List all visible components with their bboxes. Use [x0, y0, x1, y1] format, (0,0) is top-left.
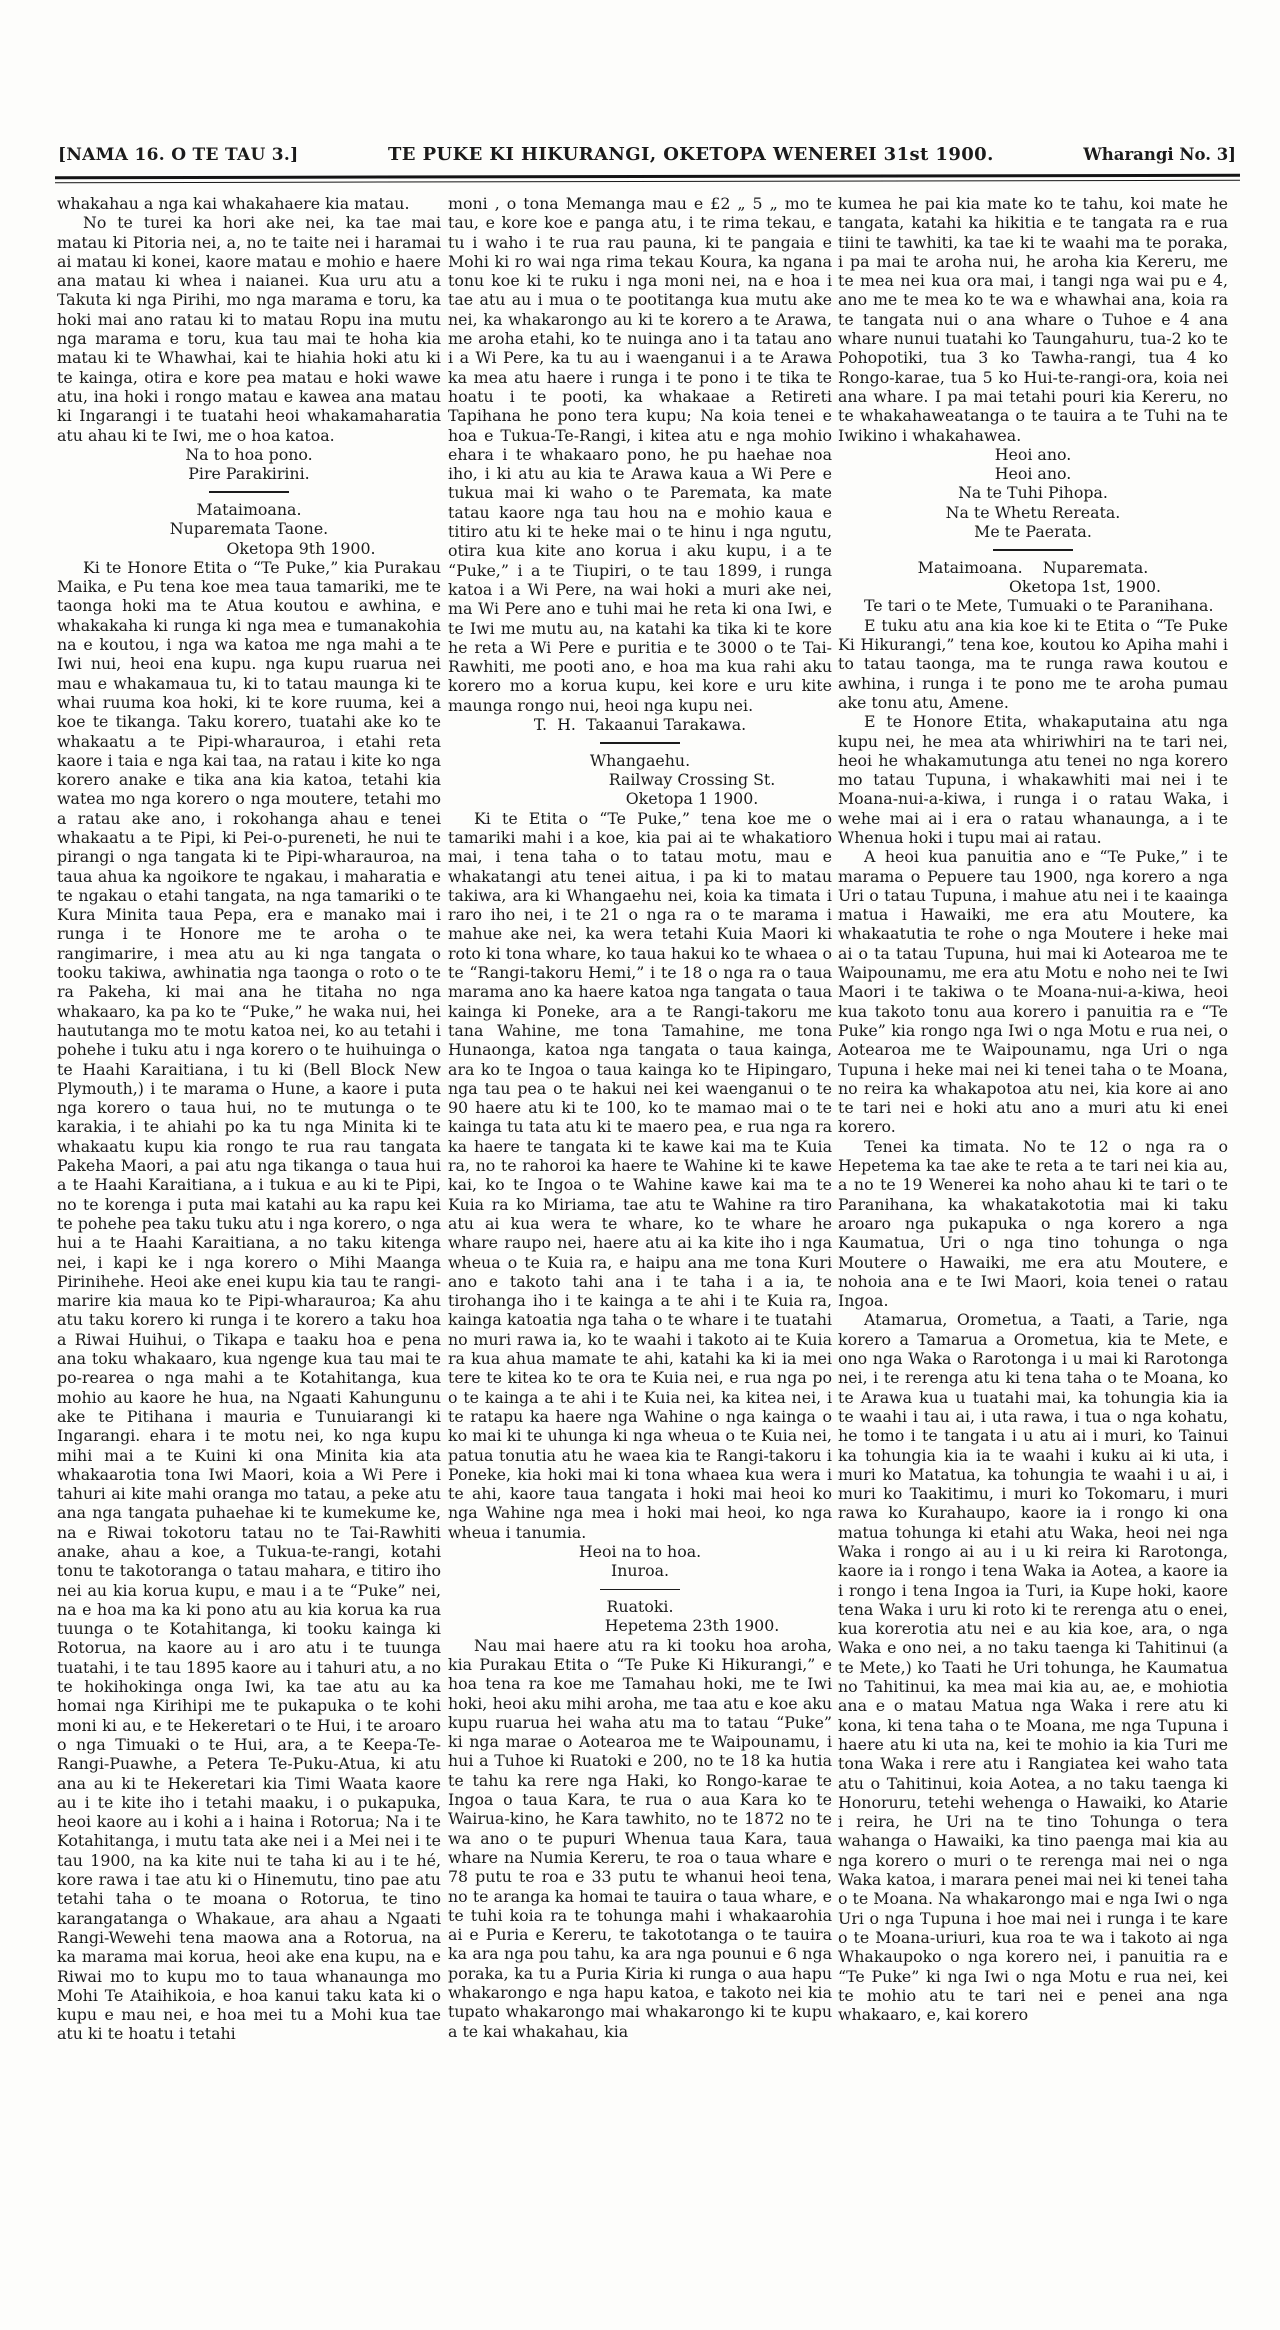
masthead-issue-number: [NAMA 16. O TE TAU 3.] [58, 145, 299, 165]
signature-line: Heoi na to hoa. [578, 1541, 702, 1561]
paragraph: Atamarua, Orometua, a Taati, a Tarie, nga korero a Tamarua a Orometua, kia te Mete, e ono nga Waka o Rarotonga i u mai ki Rarotonga nei, i te rerenga atu ki tena taha o te Moana, ko te Arawa kua u tuatahi mai, ka tohungia kia ia te waahi i tau ai, i uta rawa, i tua o nga kohatu, he tomo i te tangata i u atu ai i muri, ko Tainui ka tohungia kia ia te waahi i kuku ai ki uta, i muri ko Matatua, ka tohungia te waahi i u ai, i muri ko Taakitimu, i muri ko Tokomaru, i muri rawa ko Kurahaupo, kaore ia i rongo ki ona matua tohunga ki etahi atu Waka, heoi nei nga Waka i rongo ai au i u ki reira ki Rarotonga, kaore ia i rongo i tena Waka ia Aotea, a kaore ia i rongo i tena Ingoa ia Turi, ia Kupe hoki, kaore tena Waka i uru ki roto ki te rerenga atu o enei, kua korerotia atu nei e au kia koe, ara, o nga Waka e ono nei, a no taku taenga ki Tahitinui (a te Mete,) ko Taati he Uri tohunga, he Kaumatua no Tahitinui, ka mea mai kia au, ae, e mohiotia ana e o matau Matua nga Waka i rere atu ki kona, ki tena taha o te Moana, me nga Tupuna i haere atu ki uta na, kei te mohio ia kia Turi me tona Waka i rere atu i Rangiatea kei waho tata atu o Tahitinui, koia Aotea, a no taku taenga ki Honoruru, tetehi wehenga o Hawaiki, ko Atarie i reira, he Uri na te tino Tohunga o tera wahanga o Hawaiki, ka tino paenga mai kia au nga korero o muri o te rerenga mai nei o nga Waka katoa, i marara penei mai nei ki tenei taha o te Moana. Na whakarongo mai e nga Iwi o nga Uri o nga Tupuna i hoe mai nei i runga i te kare o te Moana-uriuri, kua roa te wa i takoto ai nga Whakaupoko o nga korero nei, i panuitia ra e “Te Puke” ki nga Iwi o nga Motu e rua nei, kei te mohio atu te tari nei e penei ana nga whakaaro, e, kai korero [838, 1310, 1228, 2025]
dateline: Oketopa 1st, 1900. [1008, 577, 1162, 597]
paragraph: Tenei ka timata. No te 12 o nga ra o Hepetema ka tae ake te reta a te tari nei kia au, a no te 19 Wenerei ka noho ahau ki te tari o te Paranihana, ka whakatakototia mai ki taku aroaro nga pukapuka o nga korero a nga Kaumatua, Uri o nga tino tohunga o nga Moutere o Hawaiki, me era atu Moutere, e nohoia ana e te Iwi Maori, koia tenei o ratau Ingoa. [838, 1136, 1228, 1311]
dateline: Hepetema 23th 1900. [604, 1616, 780, 1636]
signature-line: Me te Paerata. [974, 522, 1092, 542]
column-3 [838, 194, 1228, 2024]
paragraph: A heoi kua panuitia ano e “Te Puke,” i te marama o Pepuere tau 1900, nga korero a nga Uri o tatau Tupuna, i mahue atu nei i te kaainga matua i Hawaiki, me era atu Moutere, ka whakaatutia te rohe o nga Moutere i heke mai ai o ta tatau Tupuna, hui mai ki Aotearoa me te Waipounamu, me era atu Motu e noho nei te Iwi Maori i te takiwa o te Moana-nui-a-kiwa, heoi kua takoto tonu aua korero i panuitia ra e “Te Puke” kia rongo nga Iwi o nga Motu e rua nei, o Aotearoa me te Waipounamu, nga Uri o nga Tupuna i heke mai nei ki tenei taha o te Moana, no reira ka whakapotoa atu nei, kia kore ai ano te tari nei e hoki atu ano a muri atu ki enei korero. [838, 847, 1228, 1137]
paragraph: E te Honore Etita, whakaputaina atu nga kupu nei, he mea ata whiriwhiri na te tari nei, heoi he whakamutunga atu tenei no nga korero mo tatau Tupuna, i whakawhiti mai nei i te Moana-nui-a-kiwa, i runga i o ratau Waka, i wehe mai ai i era o ratau whanaunga, a i te Whenua hoki i tupu mai ai ratau. [838, 712, 1228, 847]
paragraph: Ki te Honore Etita o “Te Puke,” kia Purakau Maika, e Pu tena koe mea taua tamariki, me te taonga hoki ma te Atua koutou e awhina, e whakakaha ki runga ki nga mea e tumanakohia na e koutou, i nga wa katoa me nga mahi a te Iwi nui, heoi ena kupu. nga kupu ruarua nei mau e whakamaua tu, ki to tatau maunga ki te whai ruuma koa hoki, ki te kore ruuma, kei a koe te tikanga. Taku korero, tuatahi ake ko te whakaatu a te Pipi-wharauroa, i etahi reta kaore i taia e nga kai taa, na ratau i kite ko nga korero anake e tika ana kia katoa, tetahi kia watea mo nga korero o nga moutere, tetahi mo a ratau ake ano, i rokohanga ahau e tenei whakaatu a te Pipi, ki Pei-o-pureneti, he nui te pirangi o nga tangata ki te Pipi-wharauroa, na taua ahua ka ngoikore te ngakau, i maharatia e te ngakau o etahi tangata, na nga tamariki o te Kura Minita taua Pepa, era e manako mai i runga i te Honore me te aroha o te rangimarire, i mea atu au ki nga tangata o tooku takiwa, awhinatia nga taonga o roto o te ra Pakeha, ki mai ana he titaha no nga whakaaro, ka pa ko te “Puke,” he waka nui, hei haututanga mo te motu katoa nei, ko au tetahi i pohehe i tuku atu i nga korero o te huihuinga o te Haahi Karaitiana, i tu ki (Bell Block New Plymouth,) i te marama o Hune, a kaore i puta nga korero o taua hui, no te mutunga o te karakia, i te ahiahi po ka tu nga Minita ki te whakaatu kupu kia rongo te rua rau tangata Pakeha Maori, a pai atu nga tikanga o taua hui a te Haahi Karaitiana, a i tukua e au ki te Pipi, no te korenga i puta mai katahi au ka rapu kei te pohehe pea taku tuku atu i nga korero, o nga hui a te Haahi Karaitiana, a no taku kitenga nei, i kapi ke i nga korero o Mihi Maanga Pirinihehe. Heoi ake enei kupu kia tau te rangi-marire kia maua ko te Pipi-wharauroa; Ka ahu atu taku korero ki runga i te korero a taku hoa a Riwai Huihui, o Tikapa e taaku hoa e pena ana toku whakaaro, kua ngenge kua tau mai te po-rearea o nga mahi a te Kotahitanga, kua mohio au kaore he hua, na Ngaati Kahungunu ake te Pitihana i mauria e Tunuiarangi ki Ingarangi. ehara i te motu nei, ko nga kupu mihi mai a te Kuini ki ona Minita kia ata whakaarotia tona Iwi Maori, koia a Wi Pere i tahuri ai kite mahi oranga mo tatau, a peke atu ana nga tangata puhaehae ki te kumekume ke, na e Riwai tokotoru tatau no te Tai-Rawhiti anake, ahau a koe, a Tukua-te-rangi, kotahi tonu te takotoranga o tatau mahara, e titiro iho nei au kia korua kupu, e mau i a te “Puke” nei, na e hoa ma ka ki pono atu au kia korua ka rua tuunga o te Kotahitanga, ki tooku kainga ki Rotorua, na kaore au i aro atu i te tuunga tuatahi, i te tau 1895 kaore au i tahuri atu, a no te hokihokinga onga Iwi, ka tae atu au ka homai nga Kirihipi me te pukapuka o te kohi moni ki au, e te Hekeretari o te Hui, i te aroaro o nga Timuaki o te Hui, ara, a te Keepa-Te-Rangi-Puawhe, a Petera Te-Puku-Atua, ki atu ana au ki te Hekeretari kia Timi Waata kaore au i te kite iho i tetahi maaku, i o pukapuka, heoi kaore au i kohi a i haina i Rotorua; Na i te Kotahitanga, i mutu tata ake nei i a Mei nei i te tau 1900, na ka kite nui te taha ki au i te hé, kore rawa i tae atu ki o Hinemutu, tino pae atu tetahi taha o te moana o Rotorua, te tino karangatanga o Whakaue, ara ahau a Ngaati Rangi-Wewehi tena maowa ana a Rotorua, na ka marama mai korua, heoi ake ena kupu, na e Riwai mo to kupu mo to taua whanaunga mo Mohi Te Ataihikoia, e hoa kanui taku kata ki o kupu e mau nei, e hoa mei tu a Mohi kua tae atu ki te hoatu i tetahi [57, 557, 441, 2044]
masthead-page-number: Wharangi No. 3] [1083, 145, 1236, 164]
section-heading: Mataimoana. Nuparemata. [917, 557, 1149, 577]
signature-line: T. H. Takaanui Tarakawa. [533, 715, 747, 735]
masthead-rule-thin [55, 180, 1240, 183]
signature-line: Heoi ano. [994, 464, 1072, 484]
signature-line: Na to hoa pono. [185, 444, 313, 464]
section-heading: Ruatoki. [606, 1597, 674, 1617]
paragraph: whakahau a nga kai whakahaere kia matau. [57, 194, 410, 213]
paragraph: moni , o tona Memanga mau e £2 „ 5 „ mo te tau, e kore koe e panga atu, i te rima tekau, e tu i waho i te rua rau pauna, ki te pangaia e Mohi ki ro wai nga rima tekau Koura, ka ngana tonu koe ki te ruku i nga moni nei, na e hoa i tae atu au i mua o te pootitanga kua mutu ake nei, ka whakarongo au ki te korero a te Arawa, me aroha etahi, ko te nuinga ano i ta tatau ano i a Wi Pere, ka tu au i waenganui i a te Arawa ka mea atu haere i runga i te pono i te tika te hoatu i te pooti, ka whakaae a Retireti Tapihana he pono tera kupu; Na koia tenei e hoa e Tukua-Te-Rangi, i kitea atu e nga mohio ehara i te whakaaro pono, he pu haehae noa iho, i ki atu au kia te Arawa kaua a Wi Pere e tukua mai ki waho o te Paremata, ka mate tatau kaore nga tau hou na e mohio kaua e titiro atu ki te heke mai o te hinu i nga ngutu, otira kua kite ano korua i aku kupu, i a te “Puke,” i a te Tiupiri, o te tau 1899, i runga katoa i a Wi Pere, na wai hoki a muri ake nei, ma Wi Pere ano e tuhi mai he reta ki ona Iwi, e te Iwi me mutu au, na katahi ka tika ki te kore he reta a Wi Pere e puritia e te 3000 o te Tai-Rawhiti, me pooti ano, e hoa ma kua rahi aku korero mo a korua kupu, kei kore e uru kite maunga rongo nui, heoi nga kupu nei. [448, 194, 832, 715]
section-heading: Mataimoana. [196, 499, 302, 519]
section-divider [600, 1589, 680, 1591]
section-heading: Nuparemata Taone. [169, 519, 329, 539]
signature-line: Heoi ano. [994, 444, 1072, 464]
signature-line: Inuroa. [610, 1561, 670, 1581]
section-heading: Whangaehu. [589, 750, 691, 770]
signature-line: Pire Parakirini. [188, 464, 310, 484]
masthead [58, 144, 1236, 165]
masthead-rule-thick [55, 174, 1240, 179]
paragraph: kumea he pai kia mate ko te tahu, koi mate he tangata, katahi ka hikitia e te tangata ra e rua tiini te tawhiti, ka tae ki te waahi ma te poraka, i pa mai te aroha nui, he aroha kia Kereru, me te mea nei kua ora mai, i tangi nga wai pu e 4, ano me te mea ko te wa e whawhai ana, koia ra te tangata nui o ana whare o Tuhoe e 4 ana whare nunui tuatahi ko Taungahuru, tua-2 ko te Pohopotiki, tua 3 ko Tawha-rangi, tua 4 ko Rongo-karae, tua 5 ko Hui-te-rangi-ora, koia nei ana whare. I pa mai tetahi pouri kia Kereru, no te whakahaweatanga o te tauira a te Tuhi na te Iwikino i whakahawea. [838, 194, 1228, 445]
column-1 [57, 194, 441, 2044]
paragraph: E tuku atu ana kia koe ki te Etita o “Te Puke Ki Hikurangi,” tena koe, koutou ko Apiha mahi i to tatau taonga, ma te runga rawa koutou e awhina, i runga i te pono me te aroha pumau ake tonu atu, Amene. [838, 615, 1228, 712]
dateline: Oketopa 1 1900. [625, 789, 759, 809]
masthead-title: TE PUKE KI HIKURANGI, OKETOPA WENEREI 31st 1900. [387, 144, 994, 165]
paragraph: Te tari o te Mete, Tumuaki o te Paranihana. [864, 596, 1214, 616]
section-subheading: Railway Crossing St. [608, 770, 776, 790]
signature-line: Na te Whetu Rereata. [945, 502, 1121, 522]
paragraph: Nau mai haere atu ra ki tooku hoa aroha, kia Purakau Etita o “Te Puke Ki Hikurangi,” e hoa tena ra koe me Tamahau hoki, me te Iwi hoki, heoi aku mihi aroha, me taa atu e koe aku kupu ruarua hei waha atu ma to tatau “Puke” ki nga marae o Aotearoa me te Waipounamu, i hui a Tuhoe ki Ruatoki e 200, no te 18 ka hutia te tahu ka rere nga Haki, ko Rongo-karae te Ingoa o taua Kara, te rua o aua Kara ko te Wairua-kino, he Kara tawhito, no te 1872 no te wa ano o te pupuri Whenua taua Kara, taua whare na Numia Kereru, te roa o taua whare e 78 putu te roa e 33 putu te whanui heoi tena, no te aranga ka homai te tauira o taua whare, e te tuhi koia ra te tohunga mahi i whakaarohia ai e Puria e Kereru, te takototanga o te tauira ka ara nga pou tahu, ka ara nga pounui e 6 nga poraka, ka tu a Puria Kiria ki runga o aua hapu whakarongo e nga hapu katoa, e takoto nei kia tupato whakarongo mai whakarongo ki te kupu a te kai whakahau, kia [448, 1635, 832, 2041]
section-divider [209, 491, 289, 493]
section-divider [600, 742, 680, 744]
signature-line: Na te Tuhi Pihopa. [958, 483, 1108, 503]
paragraph: No te turei ka hori ake nei, ka tae mai matau ki Pitoria nei, a, no te taite nei i haramai ai matau ki konei, kaore matau e mohio e haere ana matau ki whea i naianei. Kua uru atu a Takuta ki nga Pirihi, mo nga marama e toru, ka hoki mai ano ratau ki to matau Ropu ina mutu nga marama e toru, kua tau mai te hoha kia matau ki te Whawhai, kai te hiahia hoki atu ki te kainga, otira e kore pea matau e hoki wawe atu, ina hoki i rongo matau e kawea ana matau ki Ingarangi i te tuatahi heoi whakamaharatia atu ahau ki te Iwi, me o hoa katoa. [57, 213, 441, 445]
dateline: Oketopa 9th 1900. [226, 538, 376, 558]
paragraph: Ki te Etita o “Te Puke,” tena koe me o tamariki mahi i a koe, kia pai ai te whakatioro mai, i tena taha o to tatau motu, mau e whakatangi atu tenei aitua, i pa ki to matau takiwa, ara ki Whangaehu nei, koia ka timata i raro iho nei, i te 21 o nga ra o te marama i mahue ake nei, ka wera tetahi Kuia Maori ki roto ki tona whare, ko taua hakui ko te whaea o te “Rangi-takoru Hemi,” i te 18 o nga ra o taua marama ano ka haere katoa nga tangata o taua kainga ki Poneke, ara a te Rangi-takoru me tana Wahine, me tona Tamahine, me tona Hunaonga, katoa nga tangata o taua kainga, ara ko te Ingoa o taua kainga ko te Hipingaro, nga tau pea o te hakui nei kei waenganui o te 90 haere atu ki te 100, ko te mamao mai o te kainga tu tata atu ki te maero pea, e rua nga ra ka haere te tangata ki te kawe kai ma te Kuia ra, no te rahoroi ka haere te Wahine ki te kawe kai, ko te Ingoa o te Wahine kawe kai ma te Kuia ra ko Miriama, tae atu te Wahine ra tiro atu ai kua wera te whare, ko te whare he whare raupo nei, haere atu ai ka kite iho i nga wheua o te Kuia ra, e haipu ana me tona Kuri ano e takoto tahi ana i te taha i a ia, te tirohanga iho i te kainga a te ahi i te Kuia ra, kainga katoatia nga taha o te whare i te tuatahi no muri rawa ia, ko te waahi i takoto ai te Kuia ra kua ahua mamate te ahi, katahi ka ki ia mei tere te kitea ko te ora te Kuia nei, e rua nga po o te kainga a te ahi i te Kuia nei, ka kitea nei, i te ratapu ka haere nga Wahine o nga kainga o ko mai ki te uhunga ki nga wheua o te Kuia nei, patua tonutia atu he waea kia te Rangi-takoru i Poneke, kia hoki mai ki tona whaea kua wera i te ahi, kaore taua tangata i hoki mai heoi ko nga Wahine nga mea i hoki mai heoi, ko nga wheua i tanumia. [448, 808, 832, 1542]
column-2 [448, 194, 832, 2041]
section-divider [993, 549, 1073, 551]
